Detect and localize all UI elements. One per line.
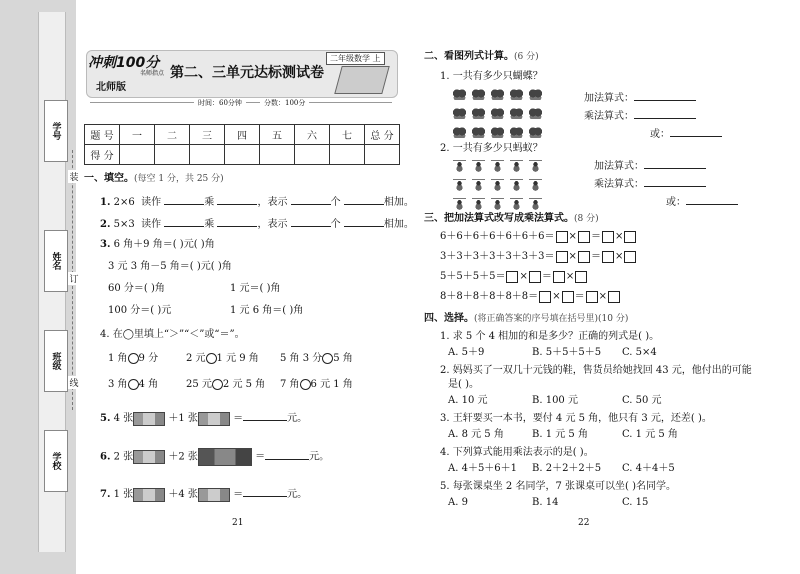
- s1-q3-line2: [108, 260, 232, 274]
- answer-blank[interactable]: [265, 449, 309, 460]
- answer-blank[interactable]: [217, 194, 257, 205]
- s1-q3-line1: [100, 238, 215, 252]
- s1-q3-l2b: )元(: [193, 261, 215, 272]
- ant-icon: [472, 198, 485, 210]
- ant-grid: [450, 158, 560, 215]
- s2-q1-add: [584, 90, 696, 106]
- answer-box[interactable]: [556, 251, 568, 263]
- logo-sub: 名师指点: [140, 70, 165, 77]
- ant-row: [450, 158, 560, 177]
- s1-q3-l3a: 60 分＝(: [108, 283, 148, 294]
- answer-blank[interactable]: [686, 194, 738, 205]
- s4-q1-opt-b[interactable]: B. 5＋5＋5＋5: [532, 347, 602, 358]
- s1-q3-l4b: )元: [154, 305, 172, 316]
- s4-q5-opt-c[interactable]: C. 15: [622, 497, 649, 508]
- compare-right: 1 元 9 角: [216, 353, 259, 364]
- name-field: [44, 230, 68, 292]
- s1-q4-compare-5: [186, 378, 265, 392]
- s1-q7-c: ＝: [233, 489, 244, 500]
- s1-q3-l1a: 6 角＋9 角＝(: [113, 239, 177, 250]
- s1-q7-num: 7.: [100, 489, 111, 500]
- compare-left: 7 角: [280, 379, 300, 390]
- s1-q3-l1b: )元(: [176, 239, 198, 250]
- s1-q1-end: 相加。: [383, 197, 414, 208]
- s4-q2-text2: 是(: [448, 379, 462, 390]
- s4-q1-stem: [440, 330, 659, 344]
- s4-q5-opt-b[interactable]: B. 14: [532, 497, 559, 508]
- score-cell[interactable]: [190, 145, 225, 165]
- ant-icon: [453, 198, 466, 210]
- butterfly-row: [450, 86, 560, 105]
- s4-q4-opt-c[interactable]: C. 4＋4＋5: [622, 463, 675, 474]
- s1-q1-read: 读作: [141, 197, 162, 208]
- s1-q7-a: 1 张: [113, 489, 134, 500]
- answer-blank[interactable]: [644, 158, 706, 169]
- ant-icon: [529, 179, 542, 191]
- left-page: [82, 44, 414, 544]
- compare-circle[interactable]: [300, 379, 311, 390]
- or-label: 或：: [666, 197, 686, 208]
- answer-box[interactable]: [578, 231, 590, 243]
- s4-q4-text: 4. 下列算式能用乘法表示的是(: [440, 447, 577, 458]
- tablet-illustration: [334, 66, 390, 94]
- s1-q4-compare-4: [108, 378, 158, 392]
- butterfly-icon: [510, 108, 523, 119]
- s3-row-3: 5＋5＋5＋5＝ × ＝ ×: [440, 270, 588, 284]
- s2-q2-mul: [594, 176, 706, 192]
- answer-box[interactable]: [539, 291, 551, 303]
- add-label: 加法算式：: [594, 161, 644, 172]
- s4-q2-opt-c[interactable]: C. 50 元: [622, 395, 662, 406]
- butterfly-icon: [491, 127, 504, 138]
- ant-icon: [510, 179, 523, 191]
- s1-q3-line3a: [108, 282, 165, 296]
- ant-icon: [472, 179, 485, 191]
- answer-box[interactable]: [608, 291, 620, 303]
- score-cell[interactable]: [225, 145, 260, 165]
- s1-q3-l1c: )角: [197, 239, 215, 250]
- answer-blank[interactable]: [291, 216, 331, 227]
- s3-expr: 6＋6＋6＋6＋6＋6＋6＝: [440, 231, 555, 242]
- answer-blank[interactable]: [217, 216, 257, 227]
- butterfly-icon: [491, 108, 504, 119]
- s1-q3-l4c: 1 元 6 角＝(: [230, 305, 287, 316]
- ant-icon: [491, 179, 504, 191]
- section3-heading: 三、把加法算式改写成乘法算式。: [424, 213, 574, 224]
- butterfly-icon: [472, 89, 485, 100]
- compare-circle[interactable]: [212, 379, 223, 390]
- s4-q2-opt-a[interactable]: A. 10 元: [448, 395, 488, 406]
- score-cell[interactable]: [295, 145, 330, 165]
- s2-q1-or: [650, 126, 722, 142]
- s3-row-2: 3＋3＋3＋3＋3＋3＋3＝ × ＝ ×: [440, 250, 637, 264]
- s4-q3-opt-a[interactable]: A. 8 元 5 角: [448, 429, 504, 440]
- answer-blank[interactable]: [243, 410, 287, 421]
- score-table: [84, 124, 400, 165]
- s1-q4-compare-2: [186, 352, 259, 366]
- answer-box[interactable]: [624, 231, 636, 243]
- score-cell[interactable]: [330, 145, 365, 165]
- answer-box[interactable]: [602, 251, 614, 263]
- s1-q6: [100, 448, 329, 466]
- ant-icon: [510, 198, 523, 210]
- answer-blank[interactable]: [634, 90, 696, 101]
- butterfly-icon: [453, 127, 466, 138]
- butterfly-icon: [453, 108, 466, 119]
- compare-circle[interactable]: [128, 379, 139, 390]
- compare-circle[interactable]: [322, 353, 333, 364]
- butterfly-icon: [472, 127, 485, 138]
- answer-box[interactable]: [529, 271, 541, 283]
- s1-q1: [100, 194, 414, 210]
- add-label: 加法算式：: [584, 93, 634, 104]
- s1-q5-b: ＋1 张: [168, 413, 198, 424]
- s1-q2-means: ，表示: [257, 219, 288, 230]
- s3-expr: 8＋8＋8＋8＋8＋8＝: [440, 291, 539, 302]
- s4-q4-end: )。: [576, 447, 594, 458]
- s1-q2-expr: 5×3: [113, 219, 135, 230]
- s1-q3-l2a: 3 元 3 角－5 角＝(: [108, 261, 194, 272]
- s3-expr: 5＋5＋5＋5＝: [440, 271, 506, 282]
- s1-q2-num: 2.: [100, 219, 111, 230]
- s1-q6-b: ＋2 张: [168, 451, 198, 463]
- butterfly-icon: [529, 89, 542, 100]
- s1-q2-unit: 个: [330, 219, 341, 230]
- ant-icon: [510, 160, 523, 172]
- s1-q4-compare-6: [280, 378, 353, 392]
- answer-box[interactable]: [602, 231, 614, 243]
- s2-q2-or: [666, 194, 738, 210]
- section3-title: [424, 212, 599, 226]
- butterfly-icon: [510, 89, 523, 100]
- section4-title: [424, 312, 628, 326]
- s4-q5-text: 5. 每张课桌坐 2 名同学，7 张课桌可以坐(: [440, 481, 629, 492]
- banknote-image: [198, 412, 230, 426]
- score-table-value-row: [85, 145, 400, 165]
- mul-label: 乘法算式：: [584, 111, 634, 122]
- banknote-image: [133, 412, 165, 426]
- s4-q1-text: 1. 求 5 个 4 相加的和是多少？正确的列式是(: [440, 331, 643, 342]
- s1-q4-compare-3: [280, 352, 353, 366]
- ant-icon: [529, 198, 542, 210]
- answer-blank[interactable]: [291, 194, 331, 205]
- logo: 冲刺100分: [88, 55, 160, 71]
- exam-title: 第二、三单元达标测试卷: [170, 65, 324, 81]
- edition-label: 北师版: [96, 82, 126, 93]
- s1-q1-unit: 个: [330, 197, 341, 208]
- answer-blank[interactable]: [344, 216, 384, 227]
- cut-mark-2: 订: [68, 272, 80, 285]
- score-cell[interactable]: [260, 145, 295, 165]
- s1-q3-l3c: 1 元＝(: [230, 283, 264, 294]
- s3-row-1: 6＋6＋6＋6＋6＋6＋6＝ × ＝ ×: [440, 230, 637, 244]
- cut-mark-1: 装: [68, 170, 80, 183]
- score-table-header-row: [85, 125, 400, 145]
- compare-left: 1 角: [108, 353, 128, 364]
- s4-q3-opt-c[interactable]: C. 1 元 5 角: [622, 429, 678, 440]
- s3-expr: 3＋3＋3＋3＋3＋3＋3＝: [440, 251, 555, 262]
- answer-blank[interactable]: [344, 194, 384, 205]
- time-info: 时间：60分钟: [194, 98, 246, 108]
- compare-right: 5 角: [333, 353, 353, 364]
- s1-q3-line4b: [230, 304, 303, 318]
- school-label: 学校: [50, 452, 61, 470]
- ant-icon: [491, 160, 504, 172]
- butterfly-icon: [491, 89, 504, 100]
- s4-q3-text: 3. 王轩要买一本书，要付 4 元 5 角，他只有 3 元，还差(: [440, 413, 695, 424]
- section2-note: (6 分): [514, 52, 539, 62]
- banknote-image: [133, 488, 165, 502]
- class-field: [44, 330, 68, 392]
- butterfly-row: [450, 105, 560, 124]
- ant-icon: [453, 179, 466, 191]
- score-col-total: 总 分: [365, 125, 400, 145]
- answer-blank[interactable]: [670, 126, 722, 137]
- s1-q5: [100, 410, 307, 426]
- s4-q4-stem: [440, 446, 594, 460]
- score-cell[interactable]: [120, 145, 155, 165]
- answer-box[interactable]: [553, 271, 565, 283]
- s1-q4-compare-1: [108, 352, 158, 366]
- s4-q5-stem: [440, 480, 676, 494]
- score-col-label: 题 号: [85, 125, 120, 145]
- s4-q2-stem: 2. 妈妈买了一双几十元钱的鞋，售货员给她找回 43 元，他付出的可能: [440, 365, 752, 376]
- s1-q6-d: 元。: [309, 451, 330, 463]
- butterfly-icon: [510, 127, 523, 138]
- school-field: [44, 430, 68, 492]
- answer-blank[interactable]: [164, 194, 204, 205]
- grade-tag: 二年级数学 上: [326, 52, 385, 65]
- s1-q7-b: ＋4 张: [168, 489, 198, 500]
- s1-q5-d: 元。: [287, 413, 308, 424]
- score-cell[interactable]: [155, 145, 190, 165]
- butterfly-icon: [472, 108, 485, 119]
- section2-heading: 二、看图列式计算。: [424, 51, 514, 62]
- s1-q1-mul: 乘: [204, 197, 215, 208]
- section1-title: [84, 172, 224, 186]
- score-cell[interactable]: [365, 145, 400, 165]
- score-col-5: 五: [260, 125, 295, 145]
- ant-icon: [472, 160, 485, 172]
- butterfly-icon: [529, 127, 542, 138]
- name-label: 姓名: [50, 252, 61, 270]
- s2-q2-stem: 2. 一共有多少只蚂蚁？: [440, 143, 543, 154]
- score-info: 分数：100分: [260, 98, 309, 108]
- student-id-label: 学号: [50, 122, 61, 140]
- mul-label: 乘法算式：: [594, 179, 644, 190]
- score-col-3: 三: [190, 125, 225, 145]
- s1-q6-c: ＝: [255, 451, 266, 463]
- s4-q3-end: )。: [694, 413, 712, 424]
- s1-q5-num: 5.: [100, 413, 111, 424]
- answer-box[interactable]: [575, 271, 587, 283]
- score-col-4: 四: [225, 125, 260, 145]
- s4-q2-opt-b[interactable]: B. 100 元: [532, 395, 578, 406]
- answer-box[interactable]: [624, 251, 636, 263]
- s1-q6-a: 2 张: [113, 451, 134, 463]
- answer-blank[interactable]: [644, 176, 706, 187]
- s1-q3-line3b: [230, 282, 281, 296]
- s1-q1-expr: 2×6: [113, 197, 135, 208]
- right-page: [418, 44, 788, 544]
- section2-title: [424, 50, 539, 64]
- s4-q1-opt-c[interactable]: C. 5×4: [622, 347, 657, 358]
- class-label: 班级: [50, 352, 61, 370]
- s1-q7-d: 元。: [287, 489, 308, 500]
- score-col-7: 七: [330, 125, 365, 145]
- compare-right: 4 角: [138, 379, 159, 390]
- answer-blank[interactable]: [243, 486, 287, 497]
- answer-box[interactable]: [578, 251, 590, 263]
- compare-left: 2 元: [186, 353, 206, 364]
- page-number-right: 22: [578, 518, 590, 528]
- s1-q7: [100, 486, 307, 502]
- answer-box[interactable]: [562, 291, 574, 303]
- butterfly-icon: [453, 89, 466, 100]
- s1-q5-a: 4 张: [113, 413, 134, 424]
- s1-q2-read: 读作: [141, 219, 162, 230]
- section4-note: (将正确答案的序号填在括号里)(10 分): [474, 314, 629, 324]
- s1-q2-end: 相加。: [383, 219, 414, 230]
- s1-q2: [100, 216, 414, 232]
- butterfly-icon: [529, 108, 542, 119]
- s1-q3-l4d: )角: [286, 305, 304, 316]
- answer-box[interactable]: [586, 291, 598, 303]
- s4-q1-end: )。: [642, 331, 660, 342]
- score-col-6: 六: [295, 125, 330, 145]
- section1-heading: 一、填空。: [84, 173, 134, 184]
- s4-q5-opt-a[interactable]: A. 9: [448, 497, 468, 508]
- s1-q3-line4a: [108, 304, 171, 318]
- answer-blank[interactable]: [164, 216, 204, 227]
- s1-q3-l3d: )角: [263, 283, 281, 294]
- s2-q1-stem: 1. 一共有多少只蝴蝶？: [440, 71, 543, 82]
- compare-right: 9 分: [138, 353, 159, 364]
- compare-right: 2 元 5 角: [222, 379, 266, 390]
- score-row-label: 得 分: [85, 145, 120, 165]
- s1-q3-l3b: )角: [147, 283, 165, 294]
- answer-box[interactable]: [506, 271, 518, 283]
- s4-q3-stem: [440, 412, 712, 426]
- s2-q2-add: [594, 158, 706, 174]
- s1-q3-l4a: 100 分＝(: [108, 305, 155, 316]
- ant-icon: [529, 160, 542, 172]
- or-label: 或：: [650, 129, 670, 140]
- s1-q5-c: ＝: [233, 413, 244, 424]
- answer-box[interactable]: [556, 231, 568, 243]
- s4-q2-stem-2: [448, 378, 479, 392]
- banknote-image: [133, 450, 165, 464]
- s4-q4-opt-a[interactable]: A. 4＋5＋6＋1: [448, 463, 518, 474]
- s4-q4-opt-b[interactable]: B. 2＋2＋2＋5: [532, 463, 602, 474]
- answer-blank[interactable]: [634, 108, 696, 119]
- student-id-field: [44, 100, 68, 162]
- compare-right: 6 元 1 角: [310, 379, 353, 390]
- s3-row-4: 8＋8＋8＋8＋8＋8＝ × ＝ ×: [440, 290, 621, 304]
- s1-q2-mul: 乘: [204, 219, 215, 230]
- section1-note: (每空 1 分，共 25 分): [134, 174, 224, 184]
- s1-q6-num: 6.: [100, 451, 111, 463]
- s1-q1-num: 1.: [100, 197, 111, 208]
- ant-icon: [491, 198, 504, 210]
- score-col-2: 二: [155, 125, 190, 145]
- section3-note: (8 分): [574, 214, 599, 224]
- cut-mark-3: 线: [68, 376, 80, 389]
- s4-q2-end: )。: [461, 379, 479, 390]
- s1-q3-l2c: )角: [214, 261, 232, 272]
- s4-q3-opt-b[interactable]: B. 1 元 5 角: [532, 429, 588, 440]
- ant-row: [450, 177, 560, 196]
- banknote-image: [198, 488, 230, 502]
- banknote-image: [198, 448, 252, 466]
- compare-circle[interactable]: [128, 353, 139, 364]
- compare-left: 3 角: [108, 379, 128, 390]
- score-col-1: 一: [120, 125, 155, 145]
- s4-q1-opt-a[interactable]: A. 5＋9: [448, 347, 485, 358]
- s1-q1-means: ，表示: [257, 197, 288, 208]
- s2-q1-mul: [584, 108, 696, 124]
- butterfly-grid: [450, 86, 560, 143]
- section4-heading: 四、选择。: [424, 313, 474, 324]
- s1-q3-num: 3.: [100, 239, 111, 250]
- compare-circle[interactable]: [206, 353, 217, 364]
- s4-q5-end: )名同学。: [628, 481, 676, 492]
- s1-q4-stem: 4. 在◯里填上“＞”“＜”或“＝”。: [100, 329, 245, 340]
- butterfly-row: [450, 124, 560, 143]
- compare-left: 25 元: [186, 379, 212, 390]
- ant-icon: [453, 160, 466, 172]
- compare-left: 5 角 3 分: [280, 353, 323, 364]
- page-number-left: 21: [232, 518, 244, 528]
